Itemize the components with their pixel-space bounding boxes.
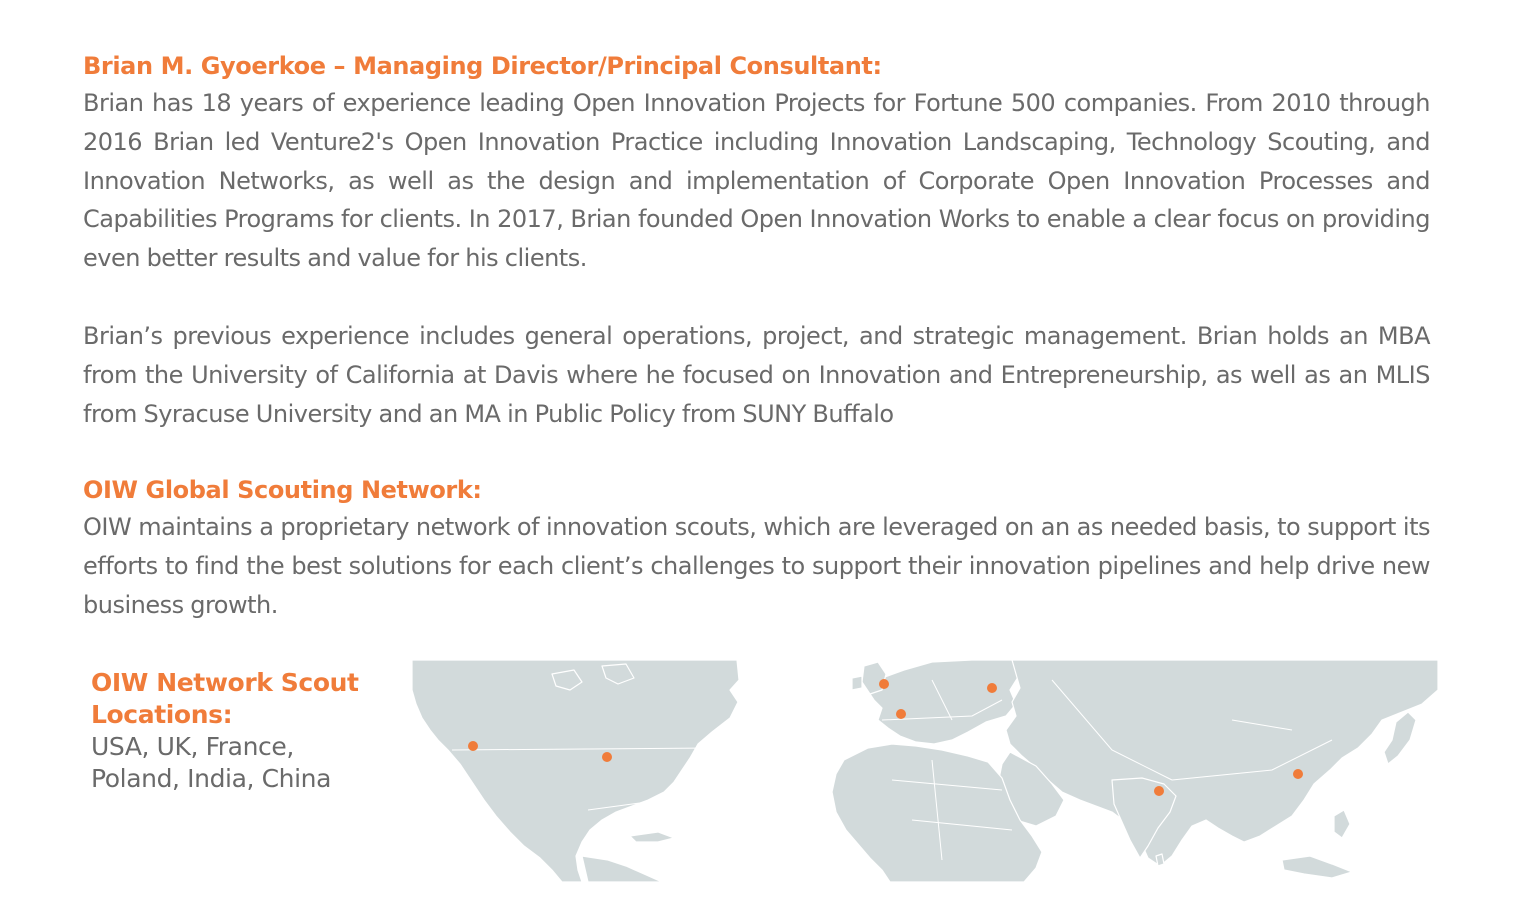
marker-uk <box>879 679 889 689</box>
scout-locations <box>91 667 391 795</box>
japan-shape <box>1384 712 1416 764</box>
uk-shape <box>862 662 886 694</box>
scout-locations-heading: OIW Network Scout Locations: <box>91 668 359 729</box>
marker-india <box>1154 786 1164 796</box>
bio-paragraph-2: Brian’s previous experience includes general operations, project, and strategic management. Brian holds an MBA from the University of California at Davis where he focused on Innovation and Entrepreneurship, as well as an MLIS from Syracuse University and an MA in Public Policy from SUNY Buffalo <box>83 321 1430 428</box>
philippines-shape <box>1334 810 1350 838</box>
north-america-shape <box>412 660 739 882</box>
network-heading: OIW Global Scouting Network: <box>83 476 482 505</box>
scout-locations-line-2: Poland, India, China <box>91 764 332 793</box>
world-map-icon <box>412 660 1438 882</box>
central-america-shape <box>582 856 662 882</box>
network-paragraph: OIW maintains a proprietary network of innovation scouts, which are leveraged on an as needed basis, to support its efforts to find the best solutions for each client’s challenges to support their innovation pipelines and help drive new business growth. <box>83 513 1430 619</box>
land-masses <box>412 660 1438 882</box>
marker-poland <box>987 683 997 693</box>
marker-usa-west <box>468 741 478 751</box>
bio-heading: Brian M. Gyoerkoe – Managing Director/Principal Consultant: <box>83 52 882 80</box>
ireland-shape <box>852 676 862 690</box>
bio-paragraph-1: Brian has 18 years of experience leading Open Innovation Projects for Fortune 500 companies. From 2010 through 2016 Brian led Venture2's Open Innovation Practice including Innovation Landscaping, Technology Scouting, and Innovation Networks, as well as the design and implementation of Corporate Open Innovation Processes and Capabilities Programs for clients. In 2017, Brian founded Open Innovation Works to enable a clear focus on providing even better results and value for his clients. <box>83 89 1430 273</box>
sri-lanka-shape <box>1156 854 1164 866</box>
marker-france <box>896 709 906 719</box>
marker-usa-east <box>602 752 612 762</box>
caribbean-shape <box>630 832 674 842</box>
marker-china <box>1293 769 1303 779</box>
asia-shape <box>1006 660 1438 866</box>
main-content <box>83 48 1430 625</box>
indonesia-shape <box>1282 856 1352 878</box>
scout-locations-line-1: USA, UK, France, <box>91 732 294 761</box>
